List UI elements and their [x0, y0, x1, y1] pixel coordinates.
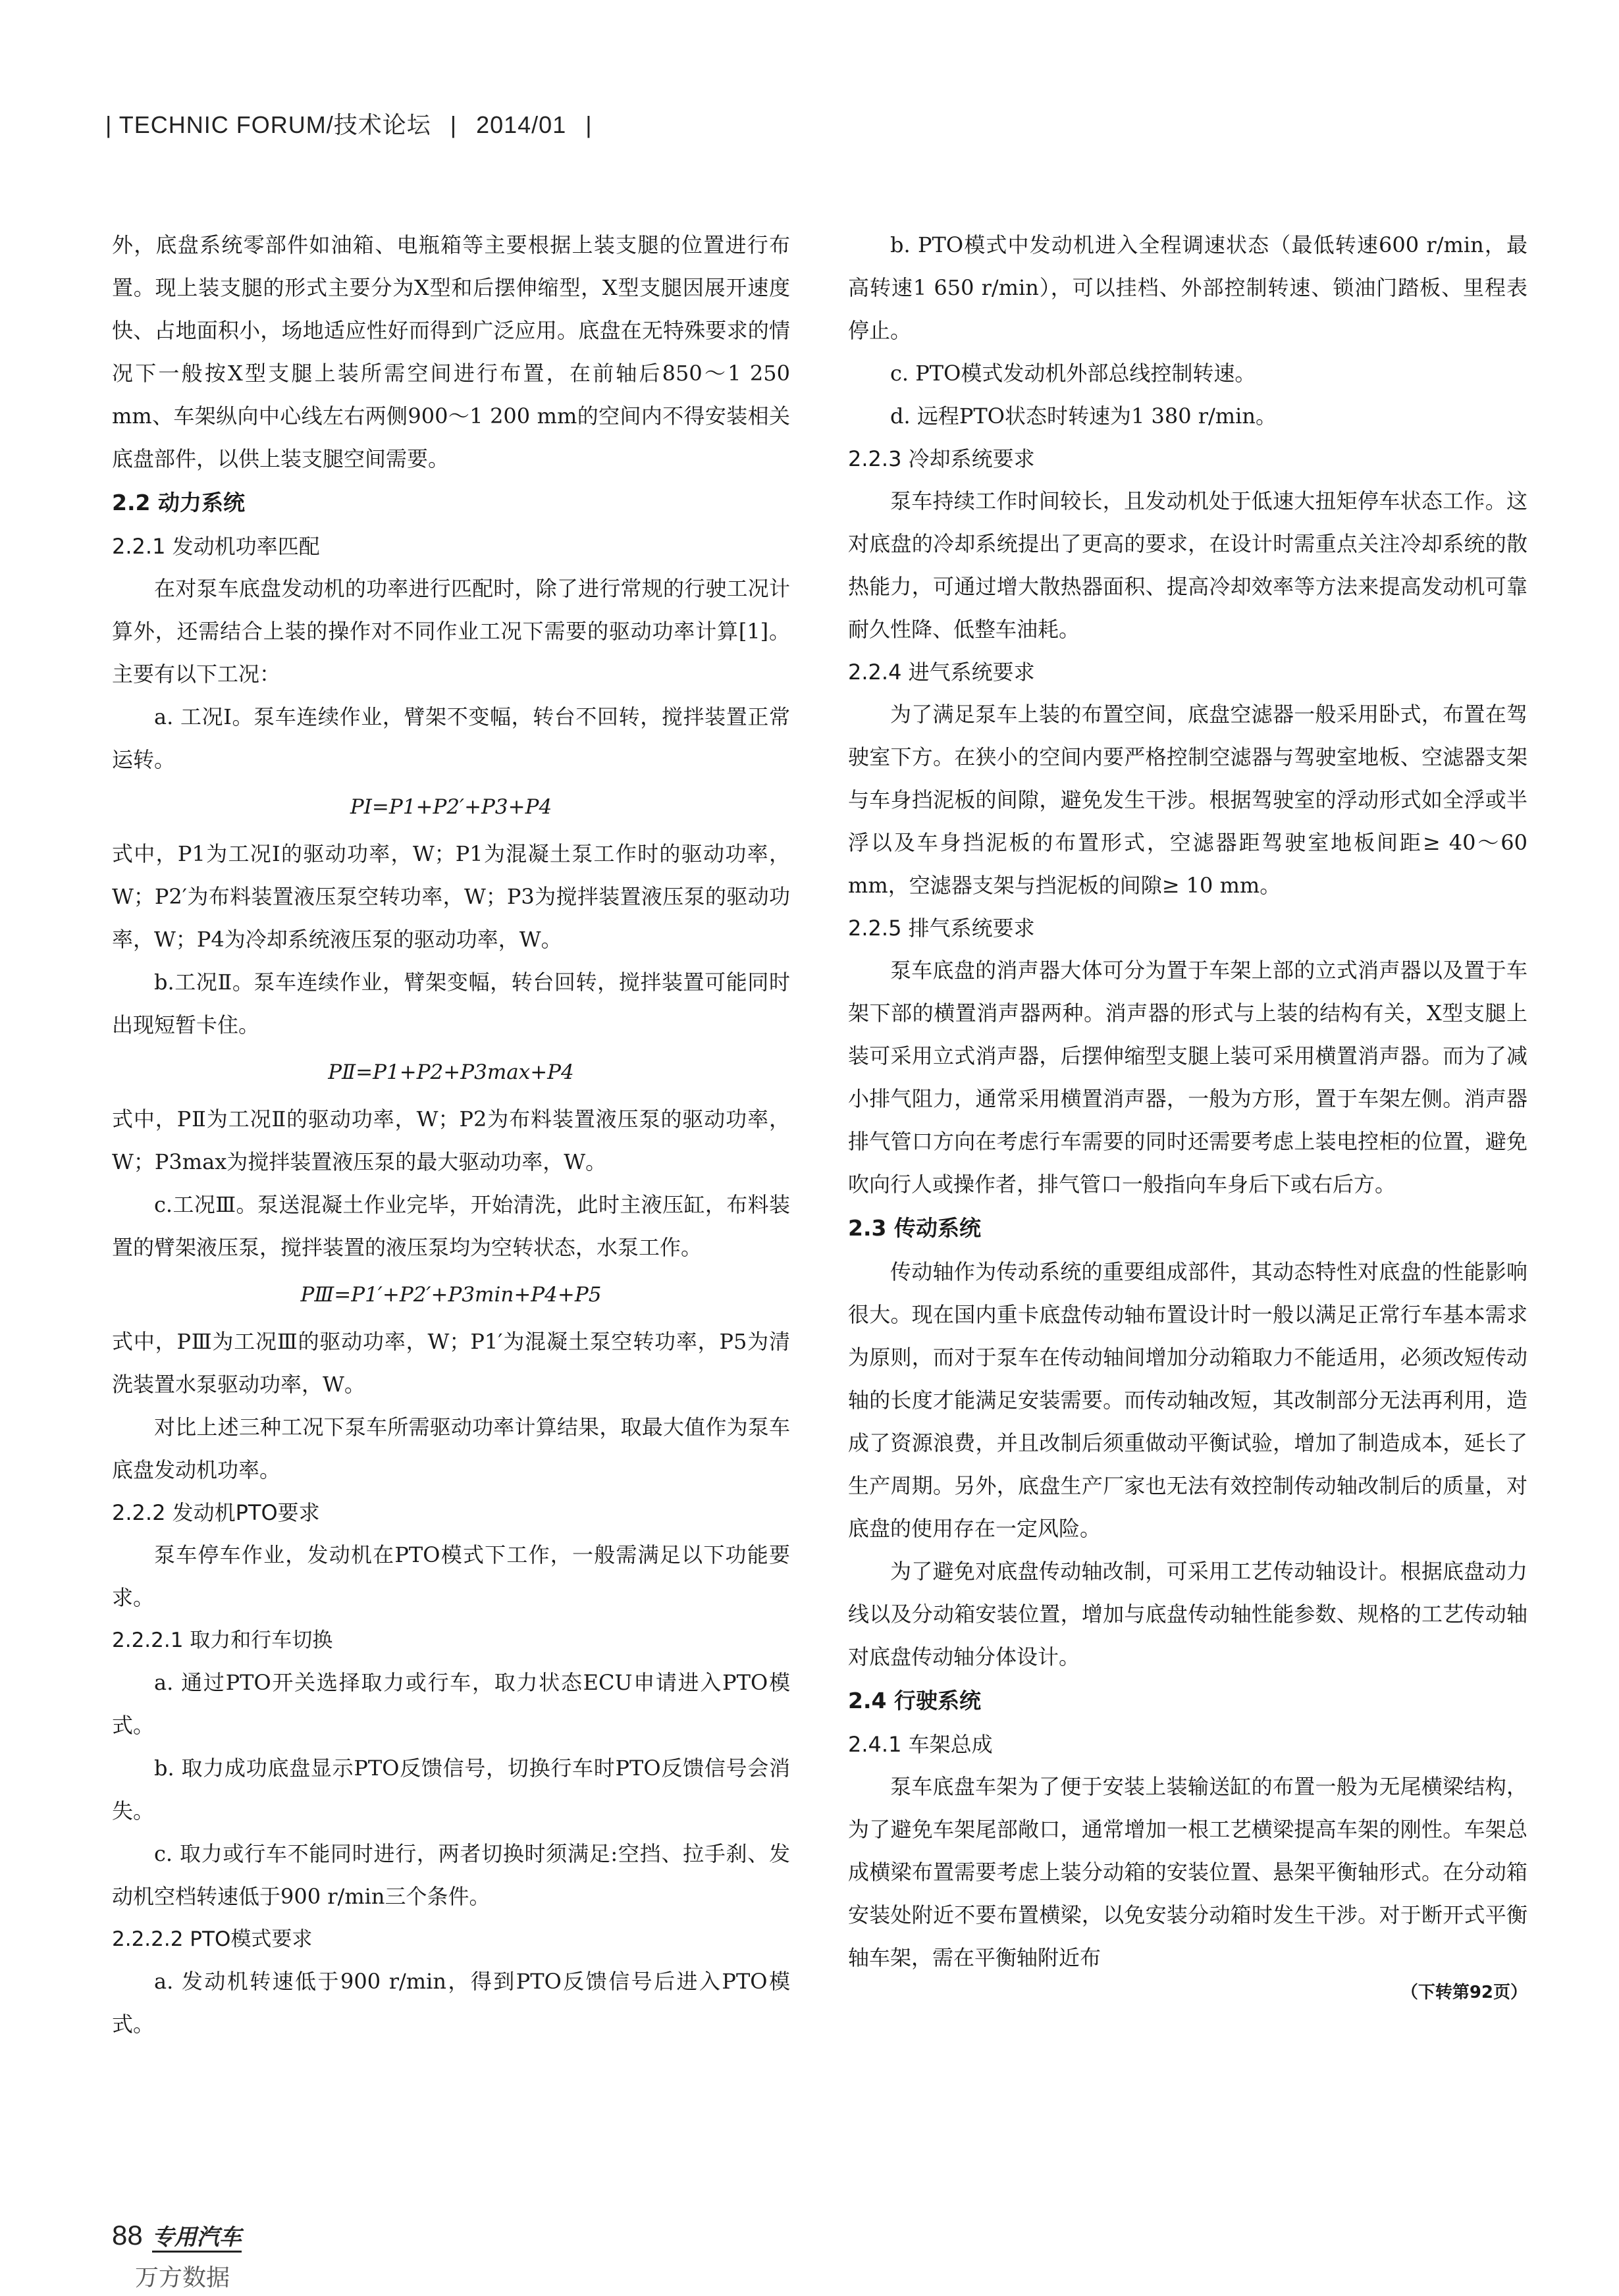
paragraph: 为了满足泵车上装的布置空间，底盘空滤器一般采用卧式，布置在驾驶室下方。在狭小的空间内要严格控制空滤器与驾驶室地板、空滤器支架与车身挡泥板的间隙，避免发生干涉。根据驾驶室的浮动形式如全浮或半浮以及车身挡泥板的布置形式，空滤器距驾驶室地板间距≥ 40～60 mm，空滤器支架与挡泥板的间隙≥ 10 mm。 — [848, 702, 1527, 898]
paragraph: 泵车底盘的消声器大体可分为置于车架上部的立式消声器以及置于车架下部的横置消声器两种。消声器的形式与上装的结构有关，X型支腿上装可采用立式消声器，后摆伸缩型支腿上装可采用横置消声器。而为了减小排气阻力，通常采用横置消声器，一般为方形，置于车架左侧。消声器排气管口方向在考虑行车需要的同时还需要考虑上装电控柜的位置，避免吹向行人或操作者，排气管口一般指向车身后下或右后方。 — [848, 958, 1527, 1197]
paragraph: a. 工况Ⅰ。泵车连续作业，臂架不变幅，转台不回转，搅拌装置正常运转。 — [112, 704, 790, 772]
watermark: 万方数据 — [135, 2264, 230, 2291]
right-column — [848, 224, 1527, 2006]
paragraph: b. 取力成功底盘显示PTO反馈信号，切换行车时PTO反馈信号会消失。 — [112, 1756, 790, 1823]
subsubsection-heading: 2.2.2.2 PTO模式要求 — [112, 1927, 313, 1951]
paragraph: 泵车持续工作时间较长，且发动机处于低速大扭矩停车状态工作。这对底盘的冷却系统提出了更高的要求，在设计时需重点关注冷却系统的散热能力，可通过增大散热器面积、提高冷却效率等方法来提高发动机可靠耐久性降、低整车油耗。 — [848, 488, 1527, 642]
subsubsection-heading: 2.2.2.1 取力和行车切换 — [112, 1629, 333, 1652]
page-number: 88 — [112, 2220, 143, 2251]
paragraph: b.工况Ⅱ。泵车连续作业，臂架变幅，转台回转，搅拌装置可能同时出现短暂卡住。 — [112, 970, 790, 1037]
section-heading: 2.2 动力系统 — [112, 490, 245, 515]
paragraph: c.工况Ⅲ。泵送混凝土作业完毕，开始清洗，此时主液压缸，布料装置的臂架液压泵，搅拌装置的液压泵均为空转状态，水泵工作。 — [112, 1192, 790, 1260]
running-header — [105, 107, 604, 140]
paragraph: d. 远程PTO状态时转速为1 380 r/min。 — [890, 404, 1277, 429]
left-column — [112, 224, 790, 2046]
magazine-logo: 专用汽车 — [152, 2224, 242, 2253]
continued-note: （下转第92页） — [1400, 1983, 1527, 2002]
paragraph: a. 发动机转速低于900 r/min，得到PTO反馈信号后进入PTO模式。 — [112, 1969, 790, 2037]
formula: PⅡ=P1+P2+P3max+P4 — [328, 1060, 574, 1084]
paragraph: b. PTO模式中发动机进入全程调速状态（最低转速600 r/min，最高转速1 650 r/min），可以挂档、外部控制转速、锁油门踏板、里程表停止。 — [848, 232, 1527, 343]
subsection-heading: 2.2.4 进气系统要求 — [848, 660, 1035, 685]
subsection-heading: 2.2.3 冷却系统要求 — [848, 446, 1035, 471]
paragraph: c. 取力或行车不能同时进行，两者切换时须满足:空挡、拉手刹、发动机空档转速低于900 r/min三个条件。 — [112, 1841, 790, 1909]
paragraph: 式中，P1为工况Ⅰ的驱动功率，W；P1为混凝土泵工作时的驱动功率，W；P2′为布料装置液压泵空转功率，W；P3为搅拌装置液压泵的驱动功率，W；P4为冷却系统液压泵的驱动功率，W。 — [112, 841, 790, 952]
subsection-heading: 2.2.2 发动机PTO要求 — [112, 1500, 320, 1525]
paragraph: 外，底盘系统零部件如油箱、电瓶箱等主要根据上装支腿的位置进行布置。现上装支腿的形式主要分为X型和后摆伸缩型，X型支腿因展开速度快、占地面积小，场地适应性好而得到广泛应用。底盘在无特殊要求的情况下一般按X型支腿上装所需空间进行布置，在前轴后850～1 250 mm、车架纵向中心线左右两侧900～1 200 mm的空间内不得安装相关底盘部件，以供上装支腿空间需要。 — [112, 232, 790, 471]
subsection-heading: 2.2.5 排气系统要求 — [848, 916, 1035, 941]
page-footer — [112, 2220, 242, 2253]
paragraph: 为了避免对底盘传动轴改制，可采用工艺传动轴设计。根据底盘动力线以及分动箱安装位置，增加与底盘传动轴性能参数、规格的工艺传动轴对底盘传动轴分体设计。 — [848, 1559, 1527, 1669]
header-bar: | — [105, 111, 113, 138]
section-heading: 2.4 行驶系统 — [848, 1688, 981, 1713]
paragraph: 在对泵车底盘发动机的功率进行匹配时，除了进行常规的行驶工况计算外，还需结合上装的操作对不同作业工况下需要的驱动功率计算[1]。主要有以下工况： — [112, 576, 790, 687]
subsection-heading: 2.4.1 车架总成 — [848, 1732, 993, 1757]
paragraph: a. 通过PTO开关选择取力或行车，取力状态ECU申请进入PTO模式。 — [112, 1670, 790, 1738]
formula: PⅢ=P1′+P2′+P3min+P4+P5 — [300, 1283, 602, 1307]
header-bar: | — [585, 111, 593, 138]
paragraph: 式中，PⅡ为工况Ⅱ的驱动功率，W；P2为布料装置液压泵的驱动功率，W；P3max为搅拌装置液压泵的最大驱动功率，W。 — [112, 1107, 790, 1174]
paragraph: c. PTO模式发动机外部总线控制转速。 — [890, 361, 1256, 386]
paragraph: 泵车底盘车架为了便于安装上装输送缸的布置一般为无尾横梁结构，为了避免车架尾部敞口，通常增加一根工艺横梁提高车架的刚性。车架总成横梁布置需要考虑上装分动箱的安装位置、悬架平衡轴形式。在分动箱安装处附近不要布置横梁，以免安装分动箱时发生干涉。对于断开式平衡轴车架，需在平衡轴附近布 — [848, 1774, 1527, 1970]
section-heading: 2.3 传动系统 — [848, 1215, 981, 1241]
header-bar: | — [450, 111, 458, 138]
issue-date: 2014/01 — [476, 111, 567, 138]
paragraph: 传动轴作为传动系统的重要组成部件，其动态特性对底盘的性能影响很大。现在国内重卡底盘传动轴布置设计时一般以满足正常行车基本需求为原则，而对于泵车在传动轴间增加分动箱取力不能适用，必须改短传动轴的长度才能满足安装需要。而传动轴改短，其改制部分无法再利用，造成了资源浪费，并且改制后须重做动平衡试验，增加了制造成本，延长了生产周期。另外，底盘生产厂家也无法有效控制传动轴改制后的质量，对底盘的使用存在一定风险。 — [848, 1259, 1527, 1541]
formula: PⅠ=P1+P2′+P3+P4 — [350, 795, 552, 819]
paragraph: 对比上述三种工况下泵车所需驱动功率计算结果，取最大值作为泵车底盘发动机功率。 — [112, 1415, 790, 1482]
paragraph: 泵车停车作业，发动机在PTO模式下工作，一般需满足以下功能要求。 — [112, 1542, 790, 1610]
journal-section: TECHNIC FORUM/技术论坛 — [119, 111, 431, 138]
paragraph: 式中，PⅢ为工况Ⅲ的驱动功率，W；P1′为混凝土泵空转功率，P5为清洗装置水泵驱动功率，W。 — [112, 1329, 790, 1397]
subsection-heading: 2.2.1 发动机功率匹配 — [112, 534, 320, 559]
